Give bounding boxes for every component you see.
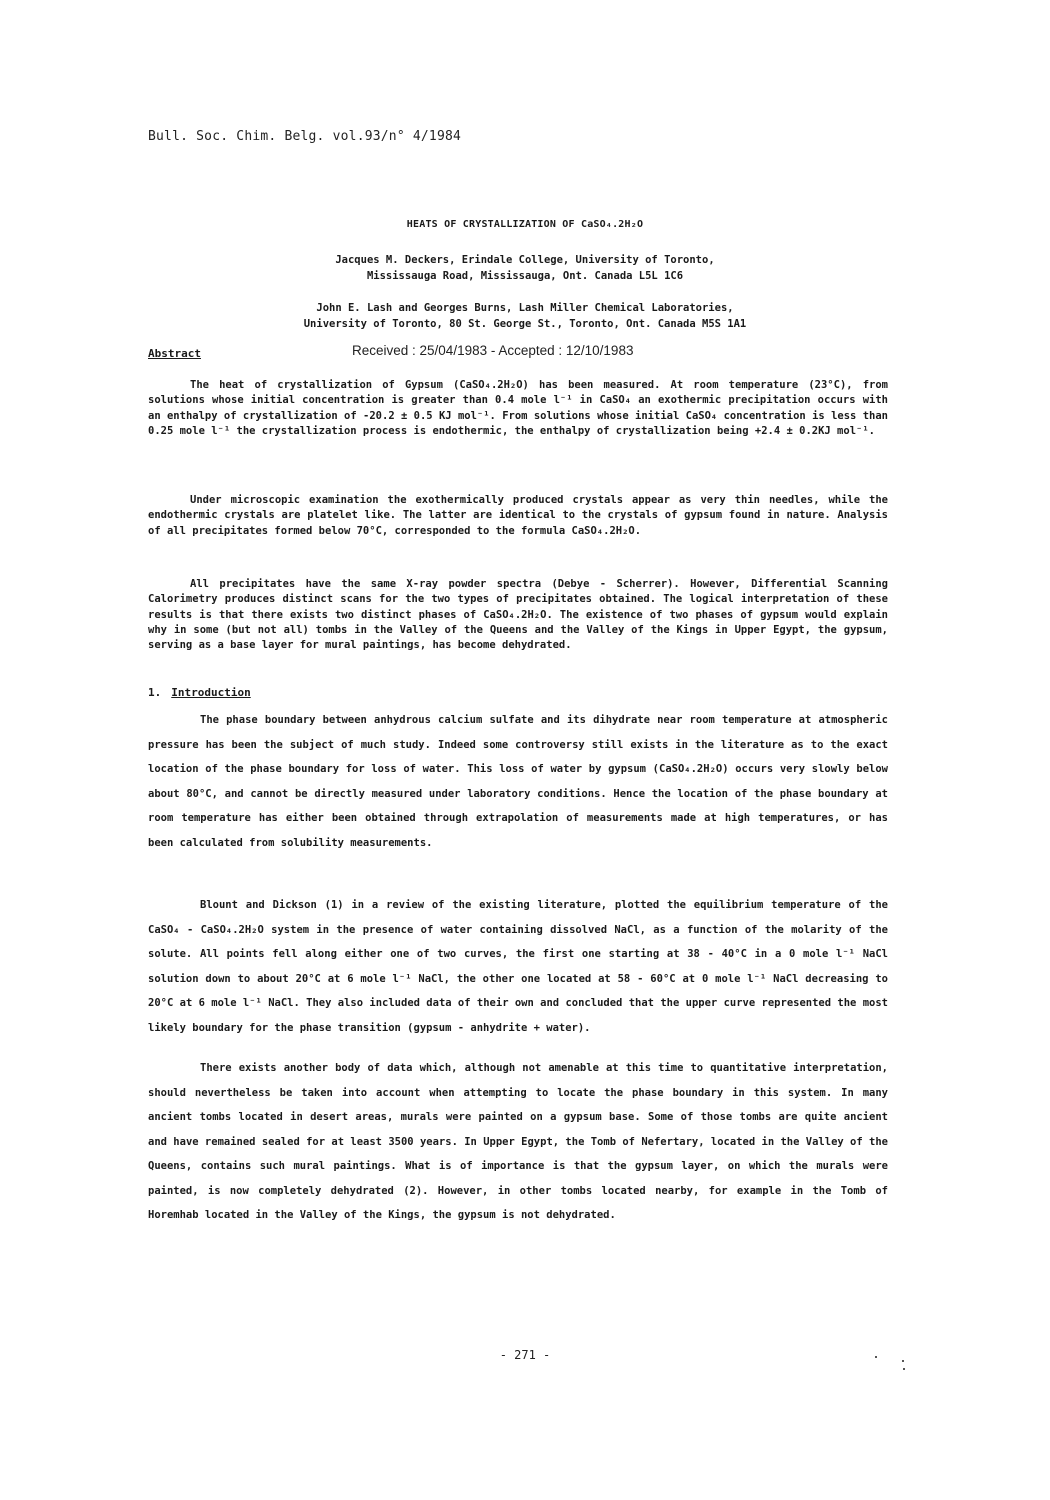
section-title: Introduction — [171, 686, 251, 699]
body-paragraph: There exists another body of data which, although not amenable at this time to quantitative interpretation, should nevertheless be taken into account when attempting to locate the phase boundary in this system. In many ancient tombs located in desert areas, murals were painted on a gypsum base. Some of those tombs are quite ancient and have remained sealed for at least 3500 years. In Upper Egypt, the Tomb of Nefertary, located in the Valley of the Queens, contains such mural paintings. What is of importance is that the gypsum layer, on which the murals were painted, is now completely dehydrated (2). However, in other tombs located nearby, for example in the Tomb of Horemhab located in the Valley of the Kings, the gypsum is not dehydrated. — [148, 1062, 888, 1221]
scan-speck — [903, 1368, 905, 1370]
abstract-paragraph: The heat of crystallization of Gypsum (CaSO₄.2H₂O) has been measured. At room temperature (23°C), from solutions whose initial concentration is greater than 0.4 mole l⁻¹ in CaSO₄ an exothermic precipitation occurs with an enthalpy of crystallization of -20.2 ± 0.5 KJ mol⁻¹. From solutions whose initial CaSO₄ concentration is less than 0.25 mole l⁻¹ the crystallization process is endothermic, the enthalpy of crystallization being +2.4 ± 0.2KJ mol⁻¹. — [148, 379, 888, 437]
received-accepted-dates: Received : 25/04/1983 - Accepted : 12/10/1983 — [352, 343, 634, 358]
page-number: - 271 - — [499, 1348, 551, 1362]
abstract-heading: Abstract — [148, 347, 201, 360]
author-affiliation-1 — [0, 252, 1050, 284]
scan-speck — [902, 1360, 904, 1362]
affiliation-line: John E. Lash and Georges Burns, Lash Miller Chemical Laboratories, — [316, 302, 734, 314]
affiliation-line: Mississauga Road, Mississauga, Ont. Canada L5L 1C6 — [366, 270, 684, 282]
section-heading — [148, 686, 251, 699]
body-paragraph: The phase boundary between anhydrous calcium sulfate and its dihydrate near room temperature at atmospheric pressure has been the subject of much study. Indeed some controversy still exists in the literature as to the exact location of the phase boundary for loss of water. This loss of water by gypsum (CaSO₄.2H₂O) occurs very slowly below about 80°C, and cannot be directly measured under laboratory conditions. Hence the location of the phase boundary at room temperature has either been obtained through extrapolation of measurements made at high temperatures, or has been calculated from solubility measurements. — [148, 714, 888, 849]
affiliation-line: University of Toronto, 80 St. George St., Toronto, Ont. Canada M5S 1A1 — [303, 318, 747, 330]
journal-citation: Bull. Soc. Chim. Belg. vol.93/n° 4/1984 — [148, 129, 462, 144]
scan-speck — [875, 1356, 877, 1358]
abstract-paragraph: All precipitates have the same X-ray powder spectra (Debye - Scherrer). However, Differential Scanning Calorimetry produces distinct scans for the two types of precipitates obtained. The logical interpretation of these results is that there exists two distinct phases of CaSO₄.2H₂O. The existence of two phases of gypsum would explain why in some (but not all) tombs in the Valley of the Queens and the Valley of the Kings in Upper Egypt, the gypsum, serving as a base layer for mural paintings, has become dehydrated. — [148, 578, 888, 652]
paper-title: HEATS OF CRYSTALLIZATION OF CaSO₄.2H₂O — [406, 219, 644, 230]
affiliation-line: Jacques M. Deckers, Erindale College, University of Toronto, — [335, 254, 715, 266]
abstract-paragraph: Under microscopic examination the exothermically produced crystals appear as very thin needles, while the endothermic crystals are platelet like. The latter are identical to the crystals of gypsum found in nature. Analysis of all precipitates formed below 70°C, corresponded to the formula CaSO₄.2H₂O. — [148, 494, 888, 537]
section-number: 1. — [148, 686, 162, 699]
author-affiliation-2 — [0, 300, 1050, 332]
body-paragraph: Blount and Dickson (1) in a review of the existing literature, plotted the equilibrium temperature of the CaSO₄ - CaSO₄.2H₂O system in the presence of water containing dissolved NaCl, as a function of the molarity of the solute. All points fell along either one of two curves, the first one starting at 38 - 40°C in a 0 mole l⁻¹ NaCl solution down to about 20°C at 6 mole l⁻¹ NaCl, the other one located at 58 - 60°C at 0 mole l⁻¹ NaCl decreasing to 20°C at 6 mole l⁻¹ NaCl. They also included data of their own and concluded that the upper curve represented the most likely boundary for the phase transition (gypsum - anhydrite + water). — [148, 899, 888, 1034]
